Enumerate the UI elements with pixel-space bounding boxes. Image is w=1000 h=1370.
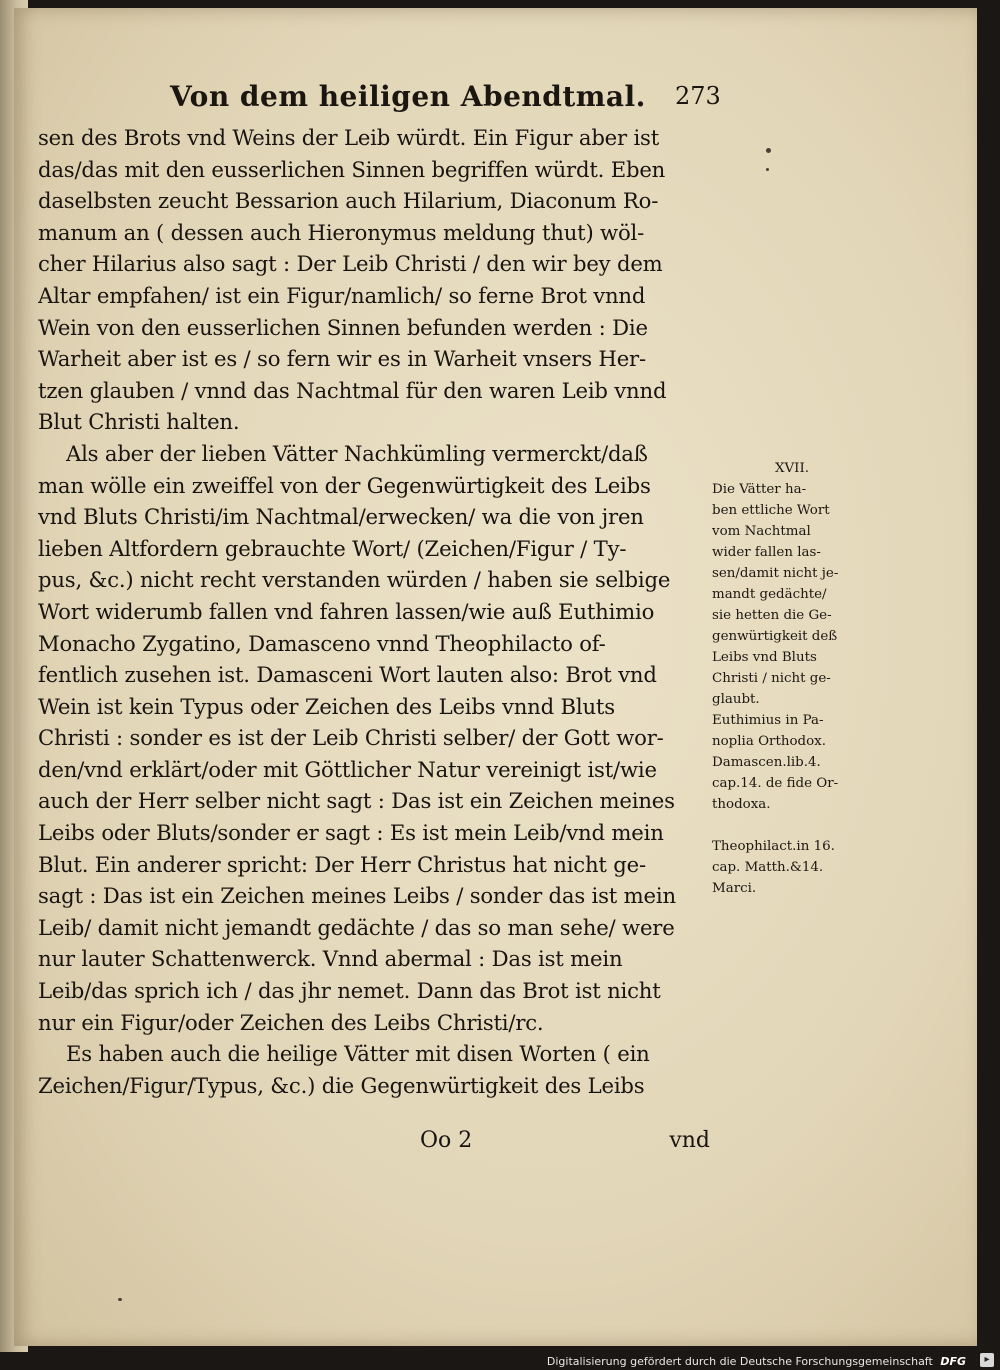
sidenote-line: noplia Orthodox. — [712, 734, 826, 749]
sidenote-line: cap.14. de fide Or- — [712, 776, 839, 791]
paragraph-start-line: Es haben auch die heilige Vätter mit disen Worten ( ein — [66, 1041, 650, 1067]
digitization-credit — [547, 1355, 966, 1368]
marginal-notes — [712, 458, 892, 899]
text-line: manum an ( dessen auch Hieronymus meldung thut) wöl- — [38, 219, 645, 245]
text-line: fentlich zusehen ist. Damasceni Wort lauten also: Brot vnd — [38, 662, 657, 688]
text-line: Warheit aber ist es / so fern wir es in Warheit vnsers Her- — [38, 346, 646, 372]
text-line: Leibs oder Bluts/sonder er sagt : Es ist mein Leib/vnd mein — [38, 820, 664, 846]
text-line: lieben Altfordern gebrauchte Wort/ (Zeichen/Figur / Ty- — [38, 535, 627, 561]
text-line: Altar empfahen/ ist ein Figur/namlich/ so ferne Brot vnnd — [38, 282, 646, 308]
sidenote-line: Leibs vnd Bluts — [712, 650, 817, 665]
sidenote-line: Theophilact.in 16. — [712, 839, 835, 854]
text-line: Blut Christi halten. — [38, 409, 240, 435]
sidenote-line: ben ettliche Wort — [712, 503, 830, 518]
text-line: Wein von den eusserlichen Sinnen befunden werden : Die — [38, 314, 648, 340]
viewer-control-icon[interactable]: ▸ — [980, 1353, 994, 1367]
text-line: das/das mit den eusserlichen Sinnen begriffen würdt. Eben — [38, 156, 666, 182]
text-line: den/vnd erklärt/oder mit Göttlicher Natur vereinigt ist/wie — [38, 756, 657, 782]
text-line: Wort widerumb fallen vnd fahren lassen/wie auß Euthimio — [38, 598, 655, 624]
text-line: nur lauter Schattenwerck. Vnnd abermal : Das ist mein — [38, 946, 623, 972]
text-line: tzen glauben / vnnd das Nachtmal für den waren Leib vnnd — [38, 377, 667, 403]
sidenote-line: Euthimius in Pa- — [712, 713, 824, 728]
ink-speck — [766, 148, 771, 153]
sidenote-line: thodoxa. — [712, 797, 771, 812]
sidenote-line: mandt gedächte/ — [712, 587, 827, 602]
text-line: nur ein Figur/oder Zeichen des Leibs Christi/rc. — [38, 1009, 544, 1035]
sidenote-line: vom Nachtmal — [712, 524, 811, 539]
sidenote-number: XVII. — [774, 461, 810, 476]
signature-mark: Oo 2 — [420, 1128, 473, 1153]
sidenote-line: cap. Matth.&14. — [712, 860, 824, 875]
sidenote-line: Marci. — [712, 881, 757, 896]
running-title: Von dem heiligen Abendtmal. — [170, 80, 646, 113]
ink-speck — [766, 168, 769, 171]
text-line: Leib/das sprich ich / das jhr nemet. Dann das Brot ist nicht — [38, 978, 661, 1004]
text-line: vnd Bluts Christi/im Nachtmal/erwecken/ wa die von jren — [38, 504, 644, 530]
sidenote-line: Die Vätter ha- — [712, 482, 807, 497]
text-line: sen des Brots vnd Weins der Leib würdt. Ein Figur aber ist — [38, 125, 660, 150]
text-line: Wein ist kein Typus oder Zeichen des Leibs vnnd Bluts — [38, 693, 615, 719]
catchword: vnd — [669, 1128, 710, 1153]
sidenote-line: wider fallen las- — [712, 545, 821, 560]
sidenote-line: sen/damit nicht je- — [712, 566, 839, 581]
sidenote-spacer — [712, 815, 892, 836]
text-line: pus, &c.) nicht recht verstanden würden / haben sie selbige — [38, 567, 671, 593]
text-line: cher Hilarius also sagt : Der Leib Christi / den wir bey dem — [38, 251, 663, 277]
credit-text: Digitalisierung gefördert durch die Deutsche Forschungsgemeinschaft — [546, 1355, 933, 1368]
text-line: Zeichen/Figur/Typus, &c.) die Gegenwürtigkeit des Leibs — [38, 1072, 645, 1098]
paragraph-start-line: Als aber der lieben Vätter Nachkümling vermerckt/daß — [66, 440, 648, 466]
page-foot — [420, 1128, 710, 1164]
sidenote-line: Damascen.lib.4. — [712, 755, 821, 770]
ink-speck — [118, 1298, 122, 1301]
text-line: Christi : sonder es ist der Leib Christi selber/ der Gott wor- — [38, 725, 664, 751]
text-line: Leib/ damit nicht jemandt gedächte / das so man sehe/ were — [38, 914, 675, 940]
text-line: Blut. Ein anderer spricht: Der Herr Christus hat nicht ge- — [38, 851, 646, 877]
text-line: daselbsten zeucht Bessarion auch Hilarium, Diaconum Ro- — [38, 188, 659, 214]
sidenote-line: genwürtigkeit deß — [712, 629, 838, 644]
text-line: auch der Herr selber nicht sagt : Das ist ein Zeichen meines — [38, 788, 675, 814]
main-text-block — [38, 122, 718, 1101]
page-header — [170, 80, 730, 120]
text-line: Monacho Zygatino, Damasceno vnnd Theophilacto of- — [38, 630, 606, 656]
text-line: man wölle ein zweiffel von der Gegenwürtigkeit des Leibs — [38, 472, 651, 498]
dfg-logo: DFG — [940, 1355, 966, 1368]
sidenote-line: glaubt. — [712, 692, 760, 707]
sidenote-line: Christi / nicht ge- — [712, 671, 831, 686]
page-number: 273 — [675, 82, 721, 110]
sidenote-line: sie hetten die Ge- — [712, 608, 832, 623]
text-line: sagt : Das ist ein Zeichen meines Leibs / sonder das ist mein — [38, 883, 676, 909]
